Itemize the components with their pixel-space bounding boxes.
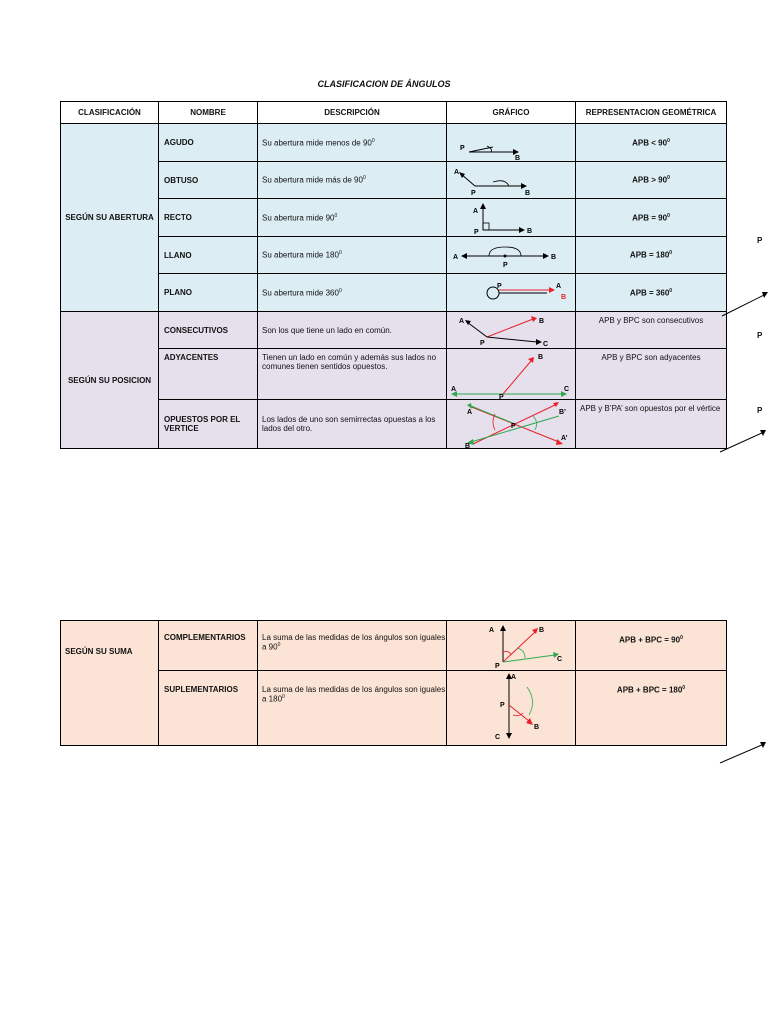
side-letter: P — [757, 406, 763, 415]
table-row — [61, 162, 727, 199]
side-letter: P — [757, 236, 763, 245]
header-grafico: GRÁFICO — [447, 102, 576, 124]
point-label: B — [539, 626, 545, 634]
side-letter: P — [757, 331, 763, 340]
geometric-representation: APB + BPC = $180^0$ — [576, 671, 727, 746]
graphic-obtuso — [447, 162, 576, 199]
angle-description: Los lados de uno son semirrectas opuestas a los lados del otro. — [258, 400, 447, 449]
angle-name: LLANO — [159, 237, 258, 274]
point-label: P — [471, 190, 476, 197]
angle-name: AGUDO — [159, 124, 258, 162]
graphic-adyacentes — [447, 349, 576, 400]
geometric-representation: APB < $90^0$ — [576, 124, 727, 162]
graphic-complementarios — [447, 621, 576, 671]
point-label: P — [460, 144, 465, 152]
point-label: B — [465, 443, 471, 448]
point-label: B — [561, 293, 567, 301]
point-label: B — [525, 190, 531, 197]
side-arrows — [700, 280, 768, 780]
geometric-representation: APB y BPC son consecutivos — [576, 312, 727, 349]
angle-description: Tienen un lado en común y además sus lados no comunes tienen sentidos opuestos. — [258, 349, 447, 400]
point-label: C — [564, 386, 570, 393]
angle-sum-table — [60, 620, 727, 746]
group-label-abertura: SEGÚN SU ABERTURA — [61, 124, 159, 312]
table-row — [61, 400, 727, 449]
angle-description: La suma de las medidas de los ángulos son iguales a $90^0$ — [258, 621, 447, 671]
point-label: B’ — [559, 409, 566, 416]
table-row — [61, 621, 727, 671]
geometric-representation: APB + BPC = $90^0$ — [576, 621, 727, 671]
point-label: P — [497, 282, 502, 290]
angle-description: Su abertura mide $360^0$ — [258, 274, 447, 312]
geometric-representation: APB = $360^0$ — [576, 274, 727, 312]
point-label: P — [474, 228, 479, 236]
geometric-representation: APB = $180^0$ — [576, 237, 727, 274]
group-label-posicion: SEGÚN SU POSICION — [61, 312, 159, 449]
point-label: C — [543, 341, 549, 348]
point-label: P — [480, 340, 485, 347]
table-row — [61, 671, 727, 746]
point-label: B — [515, 154, 521, 161]
angle-description: Son los que tiene un lado en común. — [258, 312, 447, 349]
angle-description: La suma de las medidas de los ángulos son iguales a $180^0$ — [258, 671, 447, 746]
point-label: B — [539, 318, 545, 325]
table-row — [61, 237, 727, 274]
header-descripcion: DESCRIPCIÓN — [258, 102, 447, 124]
point-label: P — [495, 662, 500, 670]
angle-description: Su abertura mide menos de $90^0$ — [258, 124, 447, 162]
geometric-representation: APB y BPC son adyacentes — [576, 349, 727, 400]
point-label: B — [551, 254, 557, 261]
point-label: A — [451, 386, 457, 393]
table-row — [61, 312, 727, 349]
geometric-representation: APB > $90^0$ — [576, 162, 727, 199]
point-label: B — [534, 724, 540, 731]
point-label: A — [454, 169, 460, 176]
graphic-agudo — [447, 124, 576, 162]
table-row — [61, 274, 727, 312]
angle-name: CONSECUTIVOS — [159, 312, 258, 349]
angle-description: Su abertura mide $180^0$ — [258, 237, 447, 274]
angle-name: RECTO — [159, 199, 258, 237]
angle-name: ADYACENTES — [159, 349, 258, 400]
graphic-suplementarios — [447, 671, 576, 746]
point-label: A — [489, 626, 495, 634]
point-label: A — [556, 282, 562, 290]
geometric-representation: APB y B’PA’ son opuestos por el vértice — [576, 400, 727, 449]
angle-name: PLANO — [159, 274, 258, 312]
header-row — [61, 102, 727, 124]
geometric-representation: APB = $90^0$ — [576, 199, 727, 237]
point-label: C — [557, 655, 563, 663]
angle-description: Su abertura mide $90^0$ — [258, 199, 447, 237]
point-label: B — [527, 227, 533, 235]
page-title: CLASIFICACION DE ÁNGULOS — [317, 79, 451, 89]
point-label: C — [495, 734, 501, 741]
group-label-suma: SEGÚN SU SUMA — [61, 621, 159, 746]
graphic-plano — [447, 274, 576, 312]
point-label: A — [511, 674, 517, 681]
point-label: A — [459, 318, 465, 325]
point-label: P — [499, 394, 504, 399]
graphic-llano — [447, 237, 576, 274]
point-label: A — [453, 254, 459, 261]
point-label: P — [511, 423, 516, 430]
graphic-consecutivos — [447, 312, 576, 349]
point-label: B — [538, 354, 544, 361]
table-row — [61, 349, 727, 400]
point-label: A’ — [561, 435, 568, 442]
table-row — [61, 199, 727, 237]
graphic-opuestos — [447, 400, 576, 449]
point-label: P — [503, 262, 508, 269]
angle-classification-table — [60, 101, 727, 449]
point-label: A — [467, 409, 473, 416]
point-label: P — [500, 702, 505, 709]
table-row — [61, 124, 727, 162]
header-clasificacion: CLASIFICACIÓN — [61, 102, 159, 124]
header-nombre: NOMBRE — [159, 102, 258, 124]
angle-name: COMPLEMENTARIOS — [159, 621, 258, 671]
header-representacion: REPRESENTACION GEOMÉTRICA — [576, 102, 727, 124]
angle-name: OBTUSO — [159, 162, 258, 199]
angle-name: SUPLEMENTARIOS — [159, 671, 258, 746]
angle-description: Su abertura mide más de $90^0$ — [258, 162, 447, 199]
graphic-recto — [447, 199, 576, 237]
angle-name: OPUESTOS POR EL VERTICE — [159, 400, 258, 449]
point-label: A — [473, 207, 479, 215]
